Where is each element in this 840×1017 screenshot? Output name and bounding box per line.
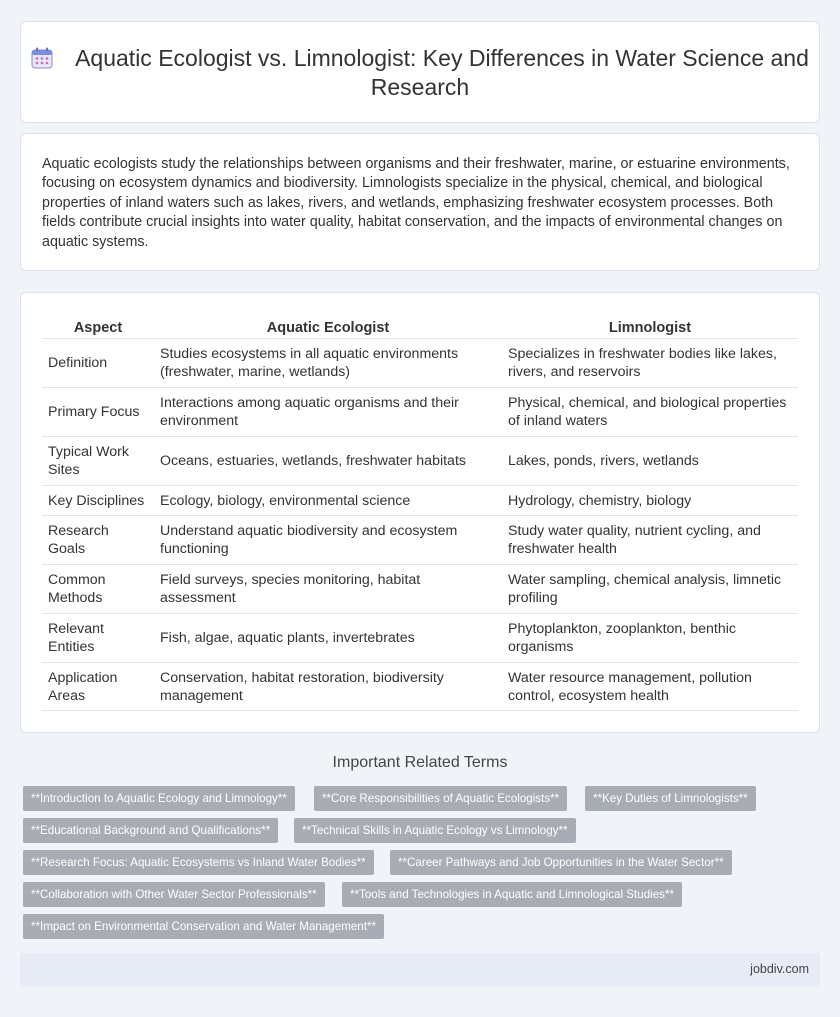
cell-aquatic-ecologist: Studies ecosystems in all aquatic environments (freshwater, marine, wetlands) — [154, 338, 502, 387]
cell-aquatic-ecologist: Interactions among aquatic organisms and their environment — [154, 387, 502, 436]
related-term-tag[interactable]: **Tools and Technologies in Aquatic and Limnological Studies** — [342, 882, 682, 907]
table-row — [42, 338, 798, 387]
cell-aspect: Relevant Entities — [42, 613, 154, 662]
related-term-tag[interactable]: **Collaboration with Other Water Sector Professionals** — [23, 882, 325, 907]
cell-limnologist: Water resource management, pollution control, ecosystem health — [502, 662, 798, 711]
comparison-card — [20, 292, 820, 733]
related-term-tag[interactable]: **Key Duties of Limnologists** — [585, 786, 756, 811]
cell-aquatic-ecologist: Fish, algae, aquatic plants, invertebrates — [154, 613, 502, 662]
cell-aspect: Research Goals — [42, 515, 154, 564]
cell-aspect: Common Methods — [42, 564, 154, 613]
cell-aspect: Application Areas — [42, 662, 154, 711]
page-title: Aquatic Ecologist vs. Limnologist: Key Differences in Water Science and Research — [75, 45, 809, 100]
cell-aquatic-ecologist: Ecology, biology, environmental science — [154, 485, 502, 515]
cell-aquatic-ecologist: Field surveys, species monitoring, habitat assessment — [154, 564, 502, 613]
table-row — [42, 387, 798, 436]
table-row — [42, 564, 798, 613]
header-limnologist: Limnologist — [608, 320, 692, 336]
table-row — [42, 436, 798, 485]
table-header-row — [42, 314, 798, 338]
related-term-tag[interactable]: **Educational Background and Qualifications** — [23, 818, 278, 843]
table-row — [42, 613, 798, 662]
page-header — [21, 44, 819, 102]
intro-card — [20, 133, 820, 271]
cell-limnologist: Lakes, ponds, rivers, wetlands — [502, 436, 798, 485]
related-term-tag[interactable]: **Introduction to Aquatic Ecology and Limnology** — [23, 786, 295, 811]
footer-site-link[interactable]: jobdiv.com — [750, 962, 809, 976]
cell-aquatic-ecologist: Oceans, estuaries, wetlands, freshwater habitats — [154, 436, 502, 485]
calendar-icon — [31, 47, 53, 69]
cell-aspect: Primary Focus — [42, 387, 154, 436]
comparison-table — [42, 314, 798, 711]
cell-limnologist: Specializes in freshwater bodies like lakes, rivers, and reservoirs — [502, 338, 798, 387]
cell-limnologist: Physical, chemical, and biological properties of inland waters — [502, 387, 798, 436]
cell-aspect: Key Disciplines — [42, 485, 154, 515]
table-row — [42, 515, 798, 564]
header-aspect: Aspect — [73, 320, 123, 336]
related-term-tag[interactable]: **Research Focus: Aquatic Ecosystems vs Inland Water Bodies** — [23, 850, 374, 875]
related-term-tag[interactable]: **Technical Skills in Aquatic Ecology vs Limnology** — [294, 818, 576, 843]
intro-paragraph: Aquatic ecologists study the relationships between organisms and their freshwater, marine, or estuarine environments, focusing on ecosystem dynamics and biodiversity. Limnologists specialize in the physical, chemical, and biological properties of inland waters such as lakes, rivers, and wetlands, emphasizing freshwater ecosystem processes. Both fields contribute crucial insights into water quality, habitat conservation, and the impacts of environmental changes on aquatic systems. — [42, 156, 790, 250]
table-row — [42, 662, 798, 711]
footer — [20, 953, 820, 987]
cell-aquatic-ecologist: Conservation, habitat restoration, biodiversity management — [154, 662, 502, 711]
related-terms-title: Important Related Terms — [332, 754, 508, 771]
cell-limnologist: Hydrology, chemistry, biology — [502, 485, 798, 515]
table-row — [42, 485, 798, 515]
header-card — [20, 21, 820, 123]
related-term-tag[interactable]: **Impact on Environmental Conservation and Water Management** — [23, 914, 384, 939]
cell-aspect: Typical Work Sites — [42, 436, 154, 485]
related-term-tag[interactable]: **Career Pathways and Job Opportunities in the Water Sector** — [390, 850, 732, 875]
cell-aquatic-ecologist: Understand aquatic biodiversity and ecosystem functioning — [154, 515, 502, 564]
header-aquatic-ecologist: Aquatic Ecologist — [266, 320, 390, 336]
cell-limnologist: Study water quality, nutrient cycling, and freshwater health — [502, 515, 798, 564]
cell-limnologist: Water sampling, chemical analysis, limnetic profiling — [502, 564, 798, 613]
related-term-tag[interactable]: **Core Responsibilities of Aquatic Ecologists** — [314, 786, 567, 811]
cell-aspect: Definition — [42, 338, 154, 387]
cell-limnologist: Phytoplankton, zooplankton, benthic organisms — [502, 613, 798, 662]
